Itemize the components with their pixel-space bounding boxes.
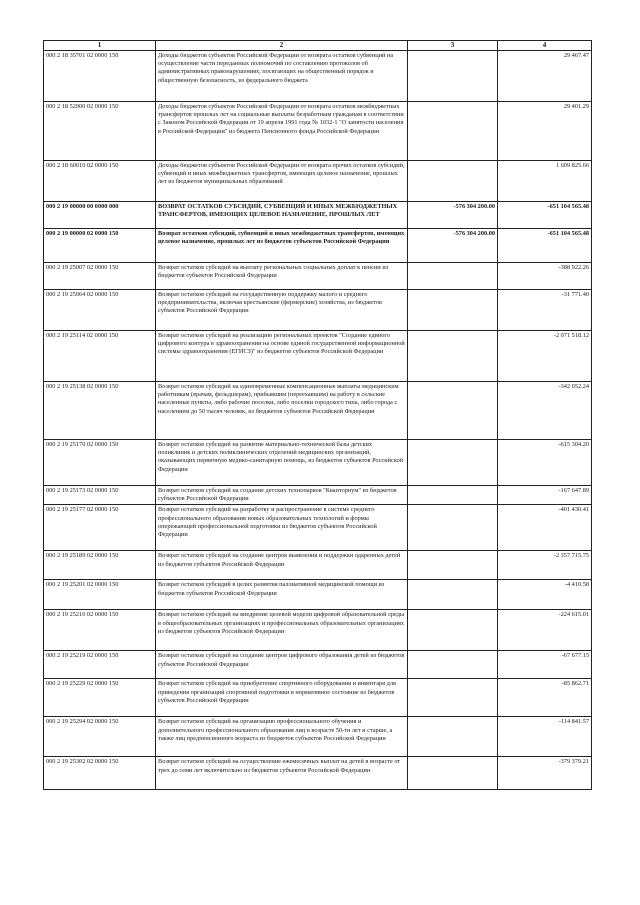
budget-code-cell: 000 2 18 60010 02 0000 150 (44, 161, 156, 202)
planned-amount-cell (408, 679, 498, 717)
table-row (44, 202, 592, 229)
description-cell: Возврат остатков субсидий на осуществление ежемесячных выплат на детей в возрасте от трех до семи лет включительно из бюджетов субъектов Российской Федерации (156, 757, 408, 790)
planned-amount-cell (408, 161, 498, 202)
table-row (44, 382, 592, 440)
planned-amount-cell (408, 382, 498, 440)
executed-amount-cell: -615 304.20 (498, 440, 592, 486)
description-cell: Доходы бюджетов субъектов Российской Федерации от возврата остатков межбюджетных трансфертов прошлых лет на социальные выплаты безработным гражданам в соответствии с Законом Российской Федерации от 19 апреля 1991 года № 1032-1 "О занятости населения в Российской Федерации" из бюджета Пенсионного фонда Российской Федерации (156, 102, 408, 161)
budget-code-cell: 000 2 19 25138 02 0000 150 (44, 382, 156, 440)
budget-code-cell: 000 2 19 00000 00 0000 000 (44, 202, 156, 229)
table-row (44, 51, 592, 102)
table-body (44, 51, 592, 790)
header-col-1: 1 (44, 41, 156, 51)
planned-amount-cell (408, 610, 498, 651)
executed-amount-cell: -67 677.15 (498, 651, 592, 679)
executed-amount-cell: -342 052.24 (498, 382, 592, 440)
description-cell: Возврат остатков субсидий на реализацию региональных проектов "Создание единого цифрового контура в здравоохранении на основе единой государственной информационной системы здравоохранения (ЕГИСЗ)" из бюджетов субъектов Российской Федерации (156, 331, 408, 382)
header-col-2: 2 (156, 41, 408, 51)
table-row (44, 717, 592, 757)
description-cell: Возврат остатков субсидий на единовременные компенсационные выплаты медицинским работникам (врачам, фельдшерам), прибывшим (переехавшим) на работу в сельские населенные пункты, либо рабочие поселки, либо поселки городского типа, либо города с населением до 50 тысяч человек, из бюджетов субъектов Российской Федерации (156, 382, 408, 440)
planned-amount-cell (408, 263, 498, 290)
header-col-3: 3 (408, 41, 498, 51)
executed-amount-cell: 29 401.29 (498, 102, 592, 161)
table-row (44, 486, 592, 505)
executed-amount-cell: -31 771.40 (498, 290, 592, 331)
planned-amount-cell (408, 580, 498, 610)
executed-amount-cell: -401 430.41 (498, 505, 592, 551)
table-row (44, 229, 592, 263)
planned-amount-cell: -576 304 200.00 (408, 229, 498, 263)
planned-amount-cell (408, 102, 498, 161)
executed-amount-cell: -2 071 518.12 (498, 331, 592, 382)
table-row (44, 679, 592, 717)
description-cell: Возврат остатков субсидий в целях развития паллиативной медицинской помощи из бюджетов субъектов Российской Федерации (156, 580, 408, 610)
table-row (44, 440, 592, 486)
executed-amount-cell: 1 609 825.66 (498, 161, 592, 202)
budget-code-cell: 000 2 19 25302 02 0000 150 (44, 757, 156, 790)
table-row (44, 505, 592, 551)
executed-amount-cell: 29 467.47 (498, 51, 592, 102)
executed-amount-cell: -4 410.58 (498, 580, 592, 610)
description-cell: Возврат остатков субсидий на разработку и распространение в системе среднего профессионального образования новых образовательных технологий и формы опережающей профессиональной подготовки из бюджетов субъектов Российской Федерации (156, 505, 408, 551)
executed-amount-cell: -388 922.26 (498, 263, 592, 290)
table-row (44, 610, 592, 651)
executed-amount-cell: -167 647.89 (498, 486, 592, 505)
description-cell: Возврат остатков субсидий на создание детских технопарков "Кванториум" из бюджетов субъектов Российской Федерации (156, 486, 408, 505)
budget-revenue-table (43, 40, 592, 790)
budget-code-cell: 000 2 19 00000 02 0000 150 (44, 229, 156, 263)
planned-amount-cell (408, 440, 498, 486)
budget-code-cell: 000 2 19 25210 02 0000 150 (44, 610, 156, 651)
description-cell: Возврат остатков субсидий на создание центров выявления и поддержки одаренных детей из бюджетов субъектов Российской Федерации (156, 551, 408, 580)
table-row (44, 580, 592, 610)
table-row (44, 651, 592, 679)
budget-code-cell: 000 2 19 25294 02 0000 150 (44, 717, 156, 757)
executed-amount-cell: -224 615.01 (498, 610, 592, 651)
budget-code-cell: 000 2 19 25201 02 0000 150 (44, 580, 156, 610)
planned-amount-cell (408, 51, 498, 102)
executed-amount-cell: -379 379.21 (498, 757, 592, 790)
description-cell: ВОЗВРАТ ОСТАТКОВ СУБСИДИЙ, СУБВЕНЦИЙ И ИНЫХ МЕЖБЮДЖЕТНЫХ ТРАНСФЕРТОВ, ИМЕЮЩИХ ЦЕЛЕВОЕ НАЗНАЧЕНИЕ, ПРОШЛЫХ ЛЕТ (156, 202, 408, 229)
table-row (44, 161, 592, 202)
executed-amount-cell: -114 841.57 (498, 717, 592, 757)
executed-amount-cell: -2 357 715.75 (498, 551, 592, 580)
budget-code-cell: 000 2 19 25219 02 0000 150 (44, 651, 156, 679)
table-row (44, 290, 592, 331)
executed-amount-cell: -85 862.71 (498, 679, 592, 717)
budget-code-cell: 000 2 18 35701 02 0000 150 (44, 51, 156, 102)
budget-code-cell: 000 2 19 25064 02 0000 150 (44, 290, 156, 331)
planned-amount-cell: -576 304 200.00 (408, 202, 498, 229)
planned-amount-cell (408, 331, 498, 382)
header-col-4: 4 (498, 41, 592, 51)
planned-amount-cell (408, 757, 498, 790)
budget-code-cell: 000 2 19 25173 02 0000 150 (44, 486, 156, 505)
description-cell: Возврат остатков субсидий на государственную поддержку малого и среднего предпринимательства, включая крестьянские (фермерские) хозяйства, из бюджетов субъектов Российской Федерации (156, 290, 408, 331)
planned-amount-cell (408, 651, 498, 679)
table-row (44, 757, 592, 790)
planned-amount-cell (408, 551, 498, 580)
budget-code-cell: 000 2 19 25189 02 0000 150 (44, 551, 156, 580)
planned-amount-cell (408, 505, 498, 551)
description-cell: Возврат остатков субсидий на развитие материально-технической базы детских поликлиник и детских поликлинических отделений медицинских организаций, оказывающих первичную медико-санитарную помощь, из бюджетов субъектов Российской Федерации (156, 440, 408, 486)
header-row (44, 41, 592, 51)
budget-code-cell: 000 2 19 25114 02 0000 150 (44, 331, 156, 382)
executed-amount-cell: -651 104 565.48 (498, 229, 592, 263)
description-cell: Возврат остатков субсидий на приобретение спортивного оборудования и инвентаря для приведения организаций спортивной подготовки в нормативное состояние из бюджетов субъектов Российской Федерации (156, 679, 408, 717)
description-cell: Возврат остатков субсидий на создание центров цифрового образования детей из бюджетов субъектов Российской Федерации (156, 651, 408, 679)
budget-code-cell: 000 2 19 25177 02 0000 150 (44, 505, 156, 551)
table-row (44, 263, 592, 290)
budget-code-cell: 000 2 18 52900 02 0000 150 (44, 102, 156, 161)
table-row (44, 551, 592, 580)
description-cell: Возврат остатков субсидий, субвенций и иных межбюджетных трансфертов, имеющих целевое назначение, прошлых лет из бюджетов субъектов Российской Федерации (156, 229, 408, 263)
description-cell: Возврат остатков субсидий на внедрение целевой модели цифровой образовательной среды в общеобразовательных организациях и профессиональных образовательных организациях из бюджетов субъектов Российской Федерации (156, 610, 408, 651)
table-row (44, 331, 592, 382)
planned-amount-cell (408, 717, 498, 757)
description-cell: Возврат остатков субсидий на выплату региональных социальных доплат к пенсии из бюджетов субъектов Российской Федерации (156, 263, 408, 290)
budget-code-cell: 000 2 19 25229 02 0000 150 (44, 679, 156, 717)
planned-amount-cell (408, 290, 498, 331)
table-row (44, 102, 592, 161)
planned-amount-cell (408, 486, 498, 505)
description-cell: Возврат остатков субсидий на организацию профессионального обучения и дополнительного профессионального образования лиц в возрасте 50-ти лет и старше, а также лиц предпенсионного возраста из бюджетов субъектов Российской Федерации (156, 717, 408, 757)
budget-code-cell: 000 2 19 25170 02 0000 150 (44, 440, 156, 486)
description-cell: Доходы бюджетов субъектов Российской Федерации от возврата остатков субвенций на осуществление части переданных полномочий по составлению протоколов об административных правонарушениях, посягающих на общественный порядок и общественную безопасность, из федерального бюджета (156, 51, 408, 102)
budget-code-cell: 000 2 19 25007 02 0000 150 (44, 263, 156, 290)
description-cell: Доходы бюджетов субъектов Российской Федерации от возврата прочих остатков субсидий, субвенций и иных межбюджетных трансфертов, имеющих целевое назначение, прошлых лет из бюджетов муниципальных образований (156, 161, 408, 202)
executed-amount-cell: -651 104 565.48 (498, 202, 592, 229)
